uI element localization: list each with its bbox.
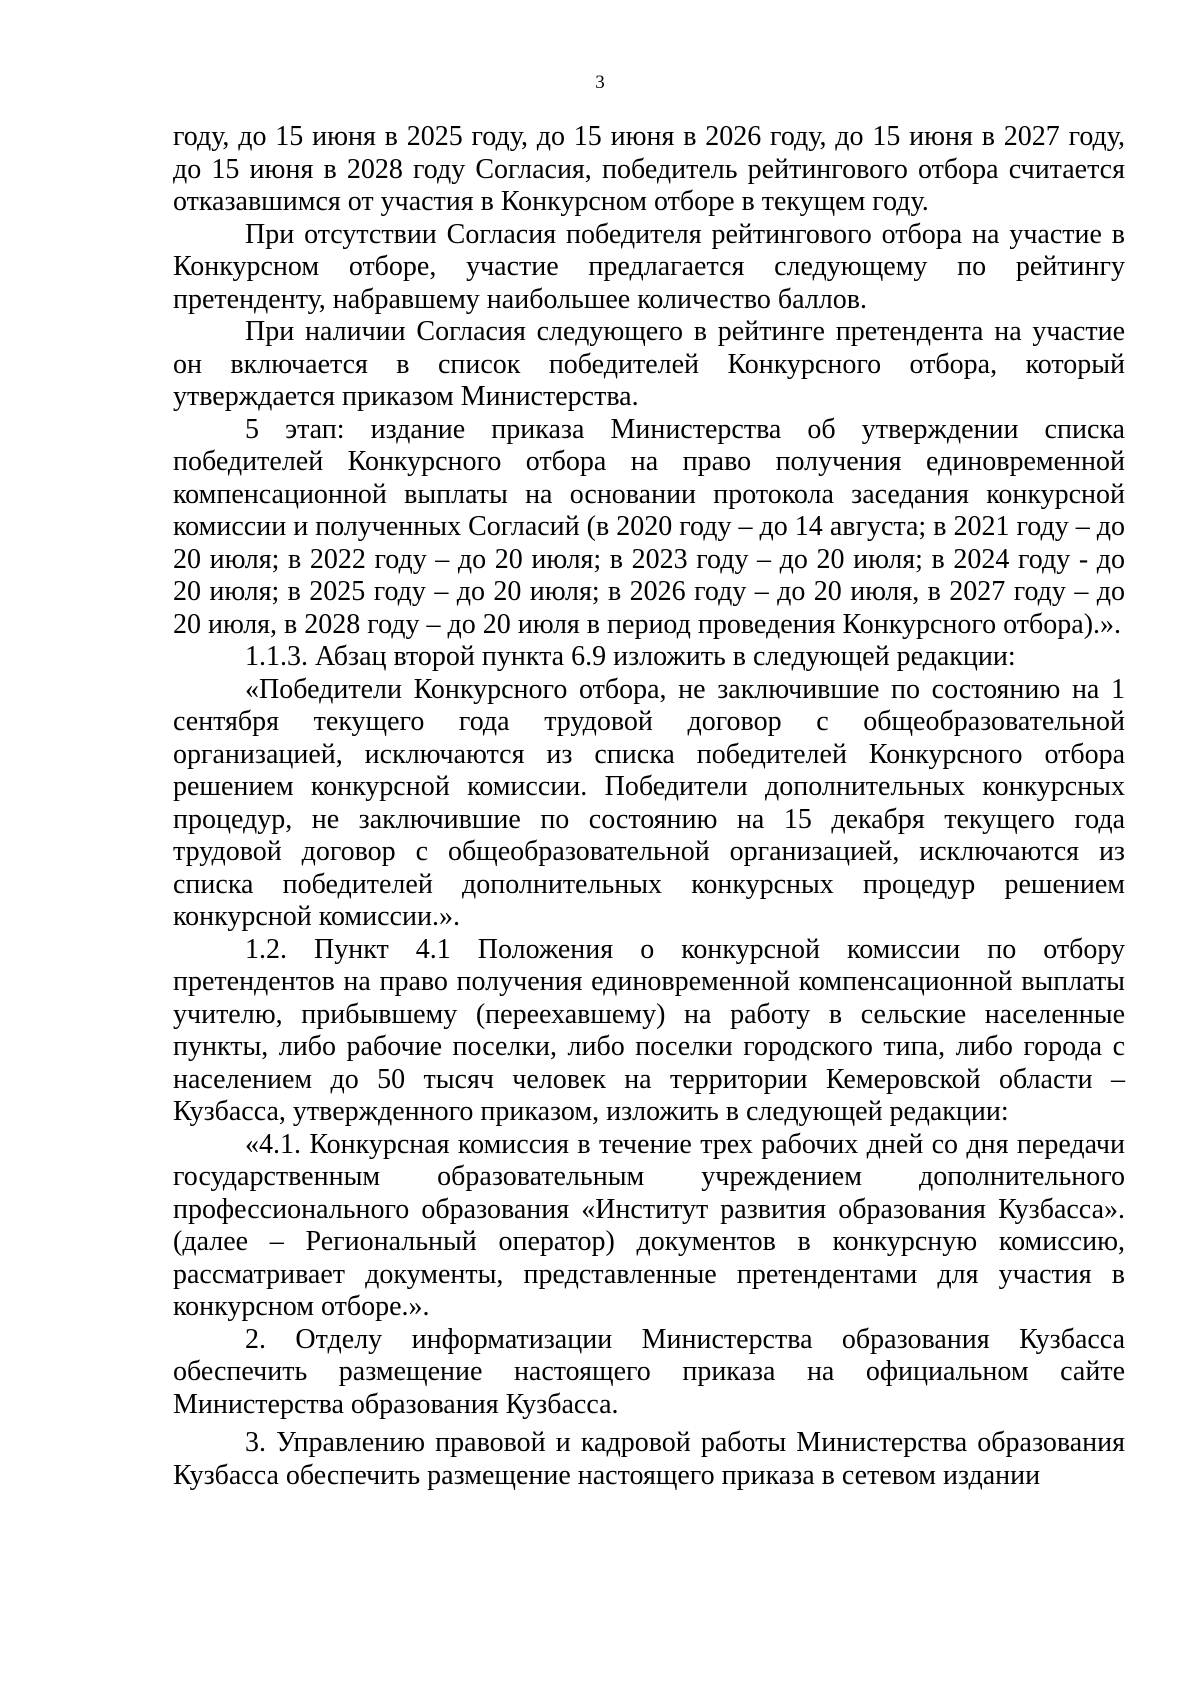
paragraph-4-1: «4.1. Конкурсная комиссия в течение трех рабочих дней со дня передачи государственным образовательным учреждением дополнительного профессионального образования «Институт развития образования Кузбасса». (далее – Региональный оператор) документов в конкурсную комиссию, рассматривает документы, представленные претендентами для участия в конкурсном отборе.». [173, 1128, 1125, 1322]
paragraph-winners-excluded: «Победители Конкурсного отбора, не заключившие по состоянию на 1 сентября текущего года трудовой договор с общеобразовательной организацией, исключаются из списка победителей Конкурсного отбора решением конкурсной комиссии. Победители дополнительных конкурсных процедур, не заключившие по состоянию на 15 декабря текущего года трудовой договор с общеобразовательной организацией, исключаются из списка победителей дополнительных конкурсных процедур решением конкурсной комиссии.». [173, 673, 1125, 932]
paragraph-item-2: 2. Отделу информатизации Министерства образования Кузбасса обеспечить размещение настоящего приказа на официальном сайте Министерства образования Кузбасса. [173, 1323, 1125, 1420]
paragraph-1-1-3: 1.1.3. Абзац второй пункта 6.9 изложить в следующей редакции: [245, 641, 1016, 672]
page-number: 3 [595, 72, 605, 93]
document-body [173, 121, 1125, 1492]
paragraph-continuation: году, до 15 июня в 2025 году, до 15 июня в 2026 году, до 15 июня в 2027 году, до 15 июня в 2028 году Согласия, победитель рейтингового отбора считается отказавшимся от участия в Конкурсном отборе в текущем году. [173, 121, 1125, 217]
paragraph-item-3: 3. Управлению правовой и кадровой работы Министерства образования Кузбасса обеспечить размещение настоящего приказа в сетевом издании [173, 1427, 1125, 1491]
paragraph-stage-5: 5 этап: издание приказа Министерства об утверждении списка победителей Конкурсного отбора на право получения единовременной компенсационной выплаты на основании протокола заседания конкурсной комиссии и полученных Согласий (в 2020 году – до 14 августа; в 2021 году – до 20 июля; в 2022 году – до 20 июля; в 2023 году – до 20 июля; в 2024 году - до 20 июля; в 2025 году – до 20 июля; в 2026 году – до 20 июля, в 2027 году – до 20 июля, в 2028 году – до 20 июля в период проведения Конкурсного отбора).». [173, 413, 1125, 640]
paragraph-1-2: 1.2. Пункт 4.1 Положения о конкурсной комиссии по отбору претендентов на право получения единовременной компенсационной выплаты учителю, прибывшему (переехавшему) на работу в сельские населенные пункты, либо рабочие поселки, либо поселки городского типа, либо города с населением до 50 тысяч человек на территории Кемеровской области – Кузбасса, утвержденного приказом, изложить в следующей редакции: [173, 933, 1125, 1127]
paragraph-consent-next: При наличии Согласия следующего в рейтинге претендента на участие он включается в список победителей Конкурсного отбора, который утверждается приказом Министерства. [173, 316, 1125, 412]
paragraph-no-consent: При отсутствии Согласия победителя рейтингового отбора на участие в Конкурсном отборе, участие предлагается следующему по рейтингу претенденту, набравшему наибольшее количество баллов. [173, 218, 1125, 315]
